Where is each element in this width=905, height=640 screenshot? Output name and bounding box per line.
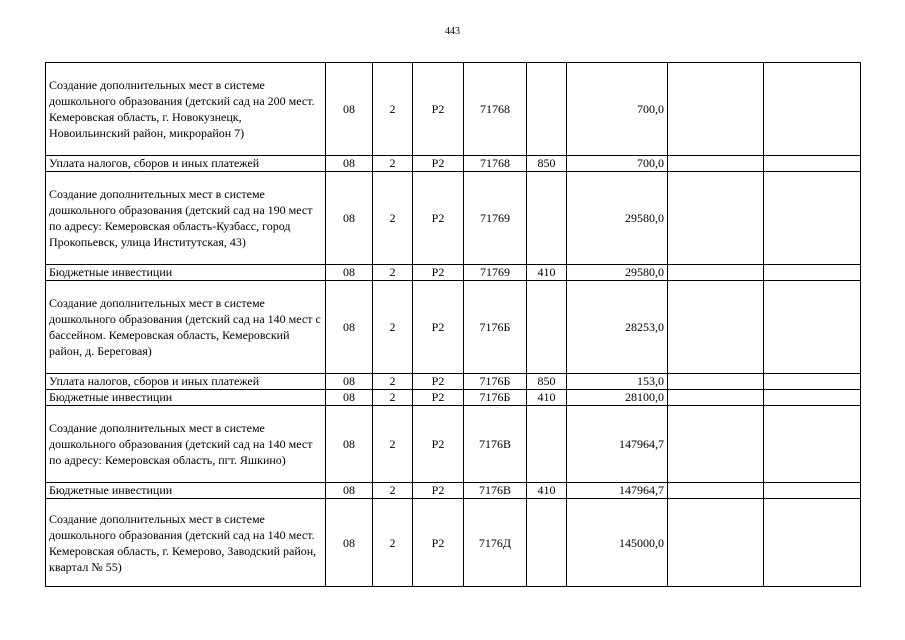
program-code: 2 bbox=[373, 156, 413, 172]
empty-cell bbox=[764, 172, 861, 265]
expense-type-code: 850 bbox=[527, 374, 567, 390]
amount: 700,0 bbox=[567, 156, 668, 172]
empty-cell bbox=[668, 63, 764, 156]
row-name: Создание дополнительных мест в системе дошкольного образования (детский сад на 190 мест по адресу: Кемеровская область-Кузбасс, город Прокопьевск, улица Институтская, 43) bbox=[46, 172, 326, 265]
section-code: 08 bbox=[326, 374, 373, 390]
amount: 700,0 bbox=[567, 63, 668, 156]
program-code: 2 bbox=[373, 63, 413, 156]
direction-code: 71768 bbox=[464, 156, 527, 172]
empty-cell bbox=[668, 172, 764, 265]
direction-code: 7176Б bbox=[464, 281, 527, 374]
expense-type-code: 410 bbox=[527, 483, 567, 499]
expense-type-code bbox=[527, 499, 567, 587]
direction-code: 7176Д bbox=[464, 499, 527, 587]
budget-table bbox=[45, 62, 861, 587]
row-name: Бюджетные инвестиции bbox=[46, 483, 326, 499]
table-row bbox=[46, 281, 861, 374]
expense-type-code: 410 bbox=[527, 265, 567, 281]
table-row bbox=[46, 63, 861, 156]
empty-cell bbox=[668, 390, 764, 406]
row-name: Создание дополнительных мест в системе дошкольного образования (детский сад на 140 мест с бассейном. Кемеровская область, Кемеровский район, д. Береговая) bbox=[46, 281, 326, 374]
project-code: Р2 bbox=[413, 63, 464, 156]
empty-cell bbox=[764, 265, 861, 281]
page-number: 443 bbox=[445, 26, 460, 37]
section-code: 08 bbox=[326, 156, 373, 172]
section-code: 08 bbox=[326, 172, 373, 265]
project-code: Р2 bbox=[413, 172, 464, 265]
expense-type-code bbox=[527, 63, 567, 156]
project-code: Р2 bbox=[413, 374, 464, 390]
table-row bbox=[46, 406, 861, 483]
project-code: Р2 bbox=[413, 483, 464, 499]
row-name: Бюджетные инвестиции bbox=[46, 390, 326, 406]
empty-cell bbox=[764, 281, 861, 374]
program-code: 2 bbox=[373, 172, 413, 265]
direction-code: 7176Б bbox=[464, 374, 527, 390]
row-name: Создание дополнительных мест в системе дошкольного образования (детский сад на 200 мест. Кемеровская область, г. Новокузнецк, Новоильинский район, микрорайон 7) bbox=[46, 63, 326, 156]
row-name: Уплата налогов, сборов и иных платежей bbox=[46, 156, 326, 172]
section-code: 08 bbox=[326, 406, 373, 483]
section-code: 08 bbox=[326, 390, 373, 406]
empty-cell bbox=[668, 281, 764, 374]
direction-code: 7176В bbox=[464, 483, 527, 499]
direction-code: 71769 bbox=[464, 265, 527, 281]
direction-code: 71768 bbox=[464, 63, 527, 156]
empty-cell bbox=[764, 156, 861, 172]
project-code: Р2 bbox=[413, 281, 464, 374]
program-code: 2 bbox=[373, 374, 413, 390]
row-name: Создание дополнительных мест в системе дошкольного образования (детский сад на 140 мест по адресу: Кемеровская область, пгт. Яшкино) bbox=[46, 406, 326, 483]
empty-cell bbox=[668, 374, 764, 390]
expense-type-code bbox=[527, 172, 567, 265]
table-row bbox=[46, 499, 861, 587]
section-code: 08 bbox=[326, 265, 373, 281]
row-name: Уплата налогов, сборов и иных платежей bbox=[46, 374, 326, 390]
project-code: Р2 bbox=[413, 499, 464, 587]
empty-cell bbox=[764, 63, 861, 156]
table-row bbox=[46, 172, 861, 265]
section-code: 08 bbox=[326, 483, 373, 499]
amount: 28100,0 bbox=[567, 390, 668, 406]
amount: 29580,0 bbox=[567, 265, 668, 281]
empty-cell bbox=[668, 265, 764, 281]
program-code: 2 bbox=[373, 499, 413, 587]
amount: 147964,7 bbox=[567, 406, 668, 483]
expense-type-code bbox=[527, 406, 567, 483]
expense-type-code: 410 bbox=[527, 390, 567, 406]
row-name: Создание дополнительных мест в системе дошкольного образования (детский сад на 140 мест. Кемеровская область, г. Кемерово, Заводский район, квартал № 55) bbox=[46, 499, 326, 587]
section-code: 08 bbox=[326, 281, 373, 374]
table-row bbox=[46, 374, 861, 390]
empty-cell bbox=[764, 483, 861, 499]
program-code: 2 bbox=[373, 281, 413, 374]
row-name: Бюджетные инвестиции bbox=[46, 265, 326, 281]
amount: 153,0 bbox=[567, 374, 668, 390]
empty-cell bbox=[764, 406, 861, 483]
table-row bbox=[46, 265, 861, 281]
expense-type-code: 850 bbox=[527, 156, 567, 172]
table-row bbox=[46, 156, 861, 172]
direction-code: 7176В bbox=[464, 406, 527, 483]
program-code: 2 bbox=[373, 483, 413, 499]
project-code: Р2 bbox=[413, 390, 464, 406]
table-row bbox=[46, 483, 861, 499]
table-row bbox=[46, 390, 861, 406]
empty-cell bbox=[668, 499, 764, 587]
program-code: 2 bbox=[373, 390, 413, 406]
amount: 145000,0 bbox=[567, 499, 668, 587]
project-code: Р2 bbox=[413, 265, 464, 281]
empty-cell bbox=[764, 390, 861, 406]
amount: 29580,0 bbox=[567, 172, 668, 265]
project-code: Р2 bbox=[413, 156, 464, 172]
program-code: 2 bbox=[373, 406, 413, 483]
direction-code: 71769 bbox=[464, 172, 527, 265]
empty-cell bbox=[764, 499, 861, 587]
direction-code: 7176Б bbox=[464, 390, 527, 406]
expense-type-code bbox=[527, 281, 567, 374]
section-code: 08 bbox=[326, 499, 373, 587]
empty-cell bbox=[764, 374, 861, 390]
empty-cell bbox=[668, 406, 764, 483]
empty-cell bbox=[668, 483, 764, 499]
project-code: Р2 bbox=[413, 406, 464, 483]
program-code: 2 bbox=[373, 265, 413, 281]
amount: 28253,0 bbox=[567, 281, 668, 374]
empty-cell bbox=[668, 156, 764, 172]
amount: 147964,7 bbox=[567, 483, 668, 499]
section-code: 08 bbox=[326, 63, 373, 156]
